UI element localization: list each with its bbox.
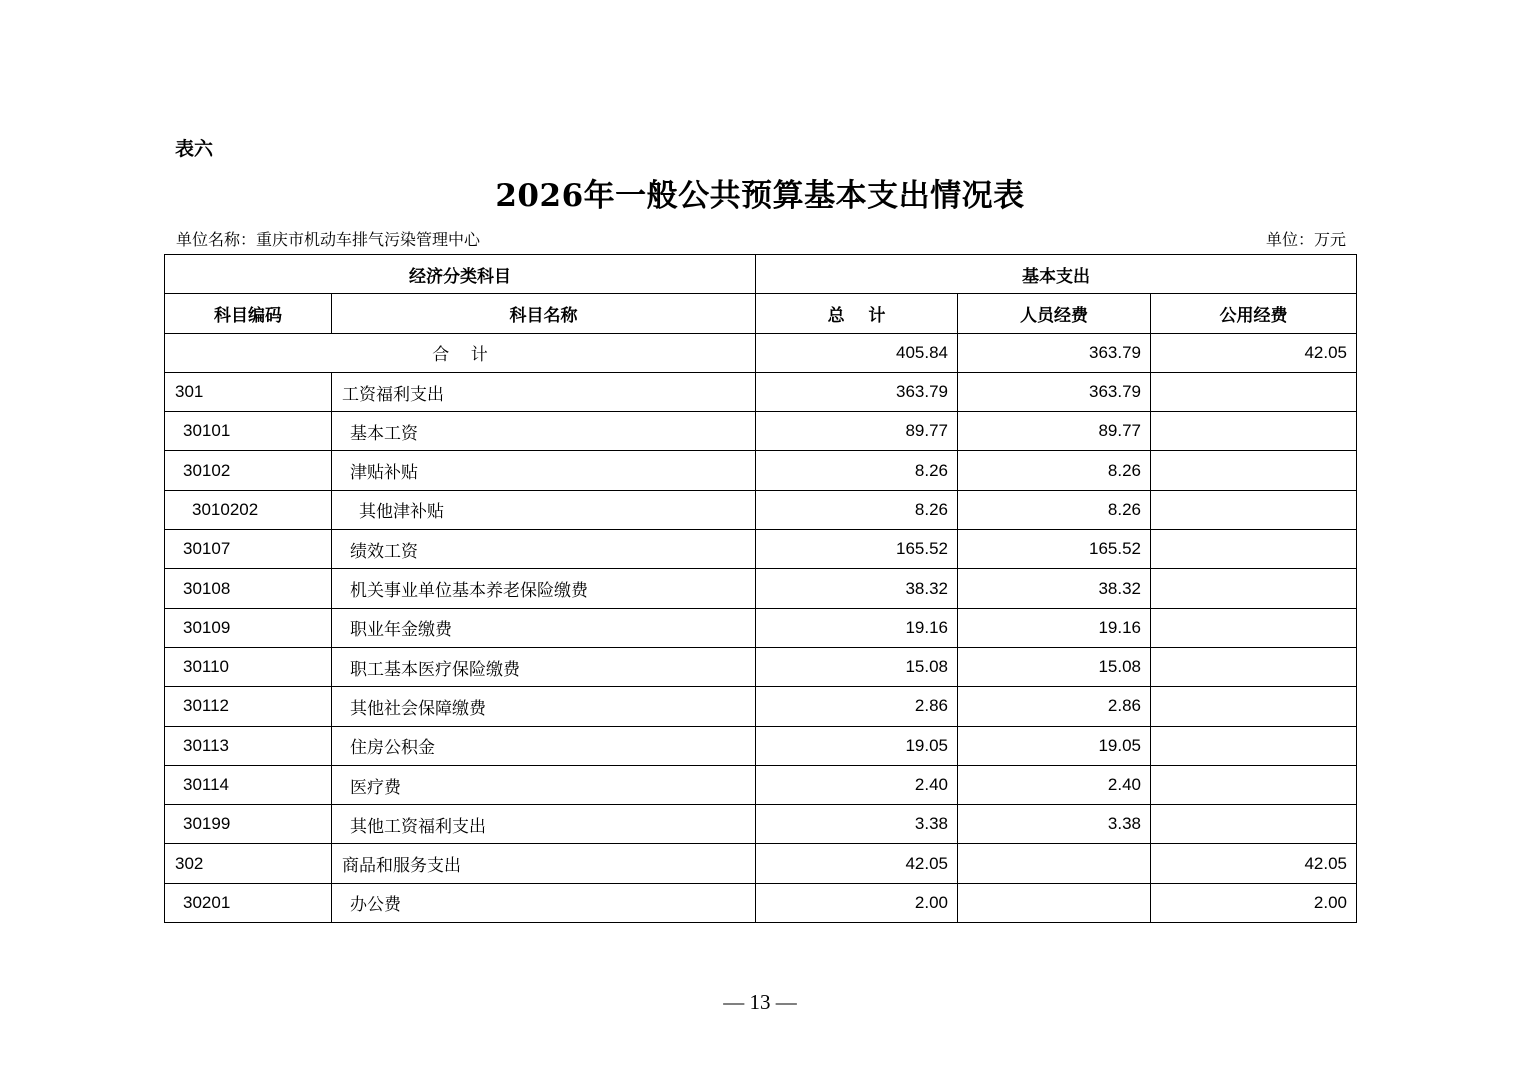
row-code: 30109 (165, 608, 332, 647)
row-personnel: 19.16 (958, 608, 1151, 647)
row-code: 30107 (165, 530, 332, 569)
row-public (1151, 687, 1357, 726)
summary-total: 405.84 (756, 333, 958, 372)
row-public (1151, 647, 1357, 686)
row-code: 30199 (165, 805, 332, 844)
group-header-row (165, 255, 1357, 294)
row-personnel: 19.05 (958, 726, 1151, 765)
row-total: 19.16 (756, 608, 958, 647)
table-row (165, 412, 1357, 451)
code-column-header: 科目编码 (165, 294, 332, 333)
row-code: 30102 (165, 451, 332, 490)
row-total: 15.08 (756, 647, 958, 686)
row-code: 30201 (165, 883, 332, 922)
summary-public: 42.05 (1151, 333, 1357, 372)
summary-row (165, 333, 1357, 372)
row-public (1151, 451, 1357, 490)
row-name: 其他社会保障缴费 (332, 687, 756, 726)
row-personnel: 363.79 (958, 372, 1151, 411)
page-title: 2026年一般公共预算基本支出情况表 (495, 178, 1025, 214)
table-row (165, 451, 1357, 490)
table-row (165, 765, 1357, 804)
row-total: 3.38 (756, 805, 958, 844)
row-name: 商品和服务支出 (332, 844, 756, 883)
row-personnel: 8.26 (958, 451, 1151, 490)
basic-expenditure-header: 基本支出 (756, 255, 1357, 294)
row-name: 其他津补贴 (332, 490, 756, 529)
row-name: 工资福利支出 (332, 372, 756, 411)
row-personnel: 38.32 (958, 569, 1151, 608)
row-total: 2.00 (756, 883, 958, 922)
row-total: 8.26 (756, 490, 958, 529)
row-code: 30110 (165, 647, 332, 686)
row-code: 3010202 (165, 490, 332, 529)
table-row (165, 805, 1357, 844)
row-name: 职业年金缴费 (332, 608, 756, 647)
unit-name-label: 单位名称：重庆市机动车排气污染管理中心 (176, 230, 481, 249)
row-name: 医疗费 (332, 765, 756, 804)
table-row (165, 372, 1357, 411)
row-total: 19.05 (756, 726, 958, 765)
econ-category-header: 经济分类科目 (165, 255, 756, 294)
row-public: 2.00 (1151, 883, 1357, 922)
table-row (165, 687, 1357, 726)
table-row (165, 530, 1357, 569)
row-code: 30114 (165, 765, 332, 804)
row-personnel: 15.08 (958, 647, 1151, 686)
row-public (1151, 372, 1357, 411)
row-name: 职工基本医疗保险缴费 (332, 647, 756, 686)
row-public (1151, 805, 1357, 844)
total-column-header: 总 计 (756, 294, 958, 333)
column-header-row (165, 294, 1357, 333)
table-number-label: 表六 (175, 138, 214, 160)
row-code: 30108 (165, 569, 332, 608)
row-code: 301 (165, 372, 332, 411)
row-personnel: 89.77 (958, 412, 1151, 451)
row-personnel (958, 844, 1151, 883)
row-code: 30112 (165, 687, 332, 726)
row-name: 津贴补贴 (332, 451, 756, 490)
row-name: 基本工资 (332, 412, 756, 451)
row-name: 绩效工资 (332, 530, 756, 569)
currency-unit-label: 单位：万元 (1265, 230, 1346, 249)
row-public (1151, 726, 1357, 765)
summary-label: 合 计 (165, 333, 756, 372)
table-row (165, 608, 1357, 647)
row-total: 165.52 (756, 530, 958, 569)
row-personnel: 8.26 (958, 490, 1151, 529)
budget-table (164, 254, 1357, 923)
row-name: 办公费 (332, 883, 756, 922)
row-personnel: 165.52 (958, 530, 1151, 569)
table-row (165, 726, 1357, 765)
row-total: 8.26 (756, 451, 958, 490)
table-row (165, 490, 1357, 529)
row-total: 2.40 (756, 765, 958, 804)
table-row (165, 569, 1357, 608)
page-number: — 13 — (723, 990, 797, 1014)
row-public (1151, 765, 1357, 804)
row-total: 42.05 (756, 844, 958, 883)
row-total: 89.77 (756, 412, 958, 451)
public-column-header: 公用经费 (1151, 294, 1357, 333)
row-personnel: 3.38 (958, 805, 1151, 844)
summary-personnel: 363.79 (958, 333, 1151, 372)
table-row (165, 647, 1357, 686)
row-personnel: 2.86 (958, 687, 1151, 726)
row-name: 机关事业单位基本养老保险缴费 (332, 569, 756, 608)
table-row (165, 844, 1357, 883)
row-public (1151, 490, 1357, 529)
row-total: 38.32 (756, 569, 958, 608)
row-public (1151, 569, 1357, 608)
row-personnel (958, 883, 1151, 922)
row-public: 42.05 (1151, 844, 1357, 883)
row-code: 30101 (165, 412, 332, 451)
row-public (1151, 412, 1357, 451)
personnel-column-header: 人员经费 (958, 294, 1151, 333)
row-total: 2.86 (756, 687, 958, 726)
table-row (165, 883, 1357, 922)
row-total: 363.79 (756, 372, 958, 411)
row-code: 30113 (165, 726, 332, 765)
row-public (1151, 530, 1357, 569)
row-name: 住房公积金 (332, 726, 756, 765)
row-personnel: 2.40 (958, 765, 1151, 804)
row-code: 302 (165, 844, 332, 883)
row-name: 其他工资福利支出 (332, 805, 756, 844)
row-public (1151, 608, 1357, 647)
name-column-header: 科目名称 (332, 294, 756, 333)
